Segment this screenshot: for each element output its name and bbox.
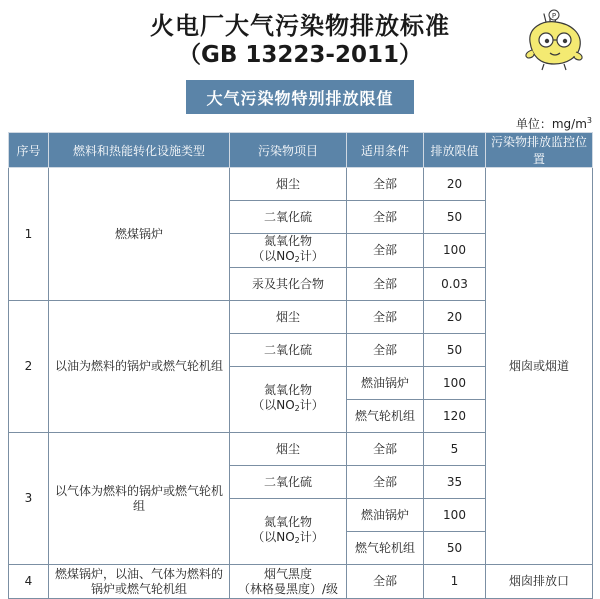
monitor-location: 烟囱排放口 — [486, 565, 593, 599]
limit-cell: 20 — [424, 168, 486, 201]
column-header-limit: 排放限值 — [424, 133, 486, 168]
facility-type: 以气体为燃料的锅炉或燃气轮机组 — [49, 433, 230, 565]
row-number: 3 — [9, 433, 49, 565]
condition-cell: 全部 — [347, 168, 424, 201]
pollutant-cell: 烟尘 — [230, 168, 347, 201]
limit-cell: 1 — [424, 565, 486, 599]
limit-cell: 50 — [424, 334, 486, 367]
limit-cell: 0.03 — [424, 268, 486, 301]
limit-cell: 50 — [424, 201, 486, 234]
pollutant-cell: 二氧化硫 — [230, 334, 347, 367]
condition-cell: 全部 — [347, 334, 424, 367]
condition-cell: 全部 — [347, 466, 424, 499]
standard-code: （GB 13223-2011） — [178, 42, 422, 68]
condition-cell: 全部 — [347, 234, 424, 268]
pollutant-cell: 烟尘 — [230, 301, 347, 334]
limit-cell: 5 — [424, 433, 486, 466]
condition-cell: 全部 — [347, 433, 424, 466]
condition-cell: 全部 — [347, 201, 424, 234]
pollutant-cell: 烟尘 — [230, 433, 347, 466]
row-number: 2 — [9, 301, 49, 433]
row-number: 1 — [9, 168, 49, 301]
facility-type: 燃煤锅炉，以油、气体为燃料的锅炉或燃气轮机组 — [49, 565, 230, 599]
page-title: 火电厂大气污染物排放标准 — [150, 12, 450, 40]
condition-cell: 全部 — [347, 565, 424, 599]
cartoon-mascot-icon — [520, 6, 590, 72]
table-row — [9, 565, 593, 599]
column-header-pollutant: 污染物项目 — [230, 133, 347, 168]
pollutant-cell: 氮氧化物 （以$NO_2$计） — [230, 367, 347, 433]
section-banner: 大气污染物特别排放限值 — [186, 80, 414, 114]
limit-cell: 100 — [424, 367, 486, 400]
condition-cell: 燃气轮机组 — [347, 400, 424, 433]
pollutant-cell: 烟气黑度 （林格曼黑度）/级 — [230, 565, 347, 599]
pollutant-cell: 汞及其化合物 — [230, 268, 347, 301]
facility-type: 燃煤锅炉 — [49, 168, 230, 301]
condition-cell: 全部 — [347, 268, 424, 301]
column-header-no: 序号 — [9, 133, 49, 168]
row-number: 4 — [9, 565, 49, 599]
limit-cell: 20 — [424, 301, 486, 334]
pollutant-cell: 二氧化硫 — [230, 201, 347, 234]
pollutant-cell: 二氧化硫 — [230, 466, 347, 499]
limit-cell: 100 — [424, 234, 486, 268]
unit-label: 单位：$mg/m^3$ — [515, 116, 592, 131]
svg-text:P: P — [551, 12, 557, 20]
pollutant-cell: 氮氧化物 （以$NO_2$计） — [230, 499, 347, 565]
condition-cell: 燃气轮机组 — [347, 532, 424, 565]
column-header-facility: 燃料和热能转化设施类型 — [49, 133, 230, 168]
column-header-monitor: 污染物排放监控位置 — [486, 133, 593, 168]
condition-cell: 燃油锅炉 — [347, 367, 424, 400]
pollutant-cell: 氮氧化物 （以$NO_2$计） — [230, 234, 347, 268]
monitor-location: 烟囱或烟道 — [486, 168, 593, 565]
limit-cell: 35 — [424, 466, 486, 499]
column-header-condition: 适用条件 — [347, 133, 424, 168]
table-header-row — [9, 133, 593, 168]
table-row — [9, 168, 593, 201]
condition-cell: 燃油锅炉 — [347, 499, 424, 532]
facility-type: 以油为燃料的锅炉或燃气轮机组 — [49, 301, 230, 433]
condition-cell: 全部 — [347, 301, 424, 334]
emission-limits-table — [8, 132, 593, 599]
limit-cell: 100 — [424, 499, 486, 532]
limit-cell: 50 — [424, 532, 486, 565]
limit-cell: 120 — [424, 400, 486, 433]
